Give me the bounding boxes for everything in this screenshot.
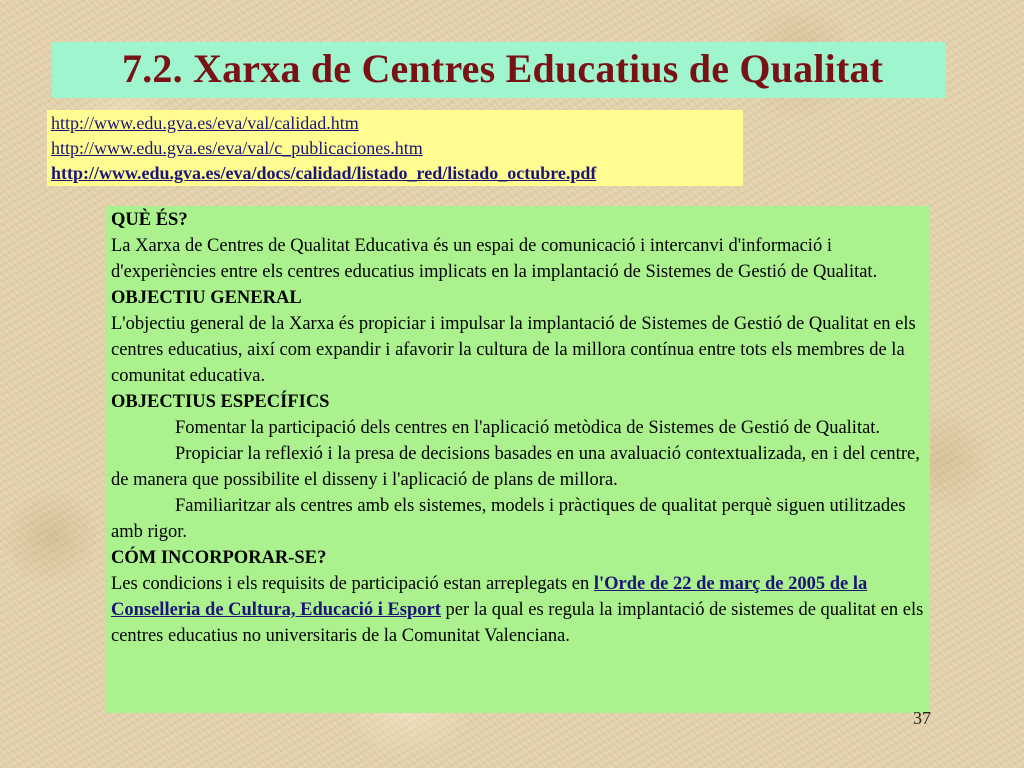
links-panel — [47, 110, 743, 186]
text-com-incorporar — [111, 571, 930, 649]
objectiu-especific-item: Fomentar la participació dels centres en l'aplicació metòdica de Sistemes de Gestió de Qualitat. — [175, 418, 881, 438]
content-panel — [105, 206, 930, 713]
link-calidad[interactable]: http://www.edu.gva.es/eva/val/calidad.htm — [51, 113, 359, 133]
text-com-incorporar-before: Les condicions i els requisits de participació estan arreplegats en — [111, 574, 594, 594]
objectiu-especific-item: Propiciar la reflexió i la presa de decisions basades en una avaluació contextualizada, en i del centre, de manera que possibilite el disseny i l'aplicació de plans de millora. — [111, 444, 920, 490]
slide-title: 7.2. Xarxa de Centres Educatius de Qualitat — [122, 46, 884, 91]
heading-objectius-especifics: OBJECTIUS ESPECÍFICS — [111, 392, 330, 412]
title-banner — [52, 42, 946, 98]
objectiu-especific-item: Familiaritzar als centres amb els sistemes, models i pràctiques de qualitat perquè siguen utilitzades amb rigor. — [111, 496, 906, 542]
text-que-es: La Xarxa de Centres de Qualitat Educativa és un espai de comunicació i intercanvi d'informació i d'experiències entre els centres educatius implicats en la implantació de Sistemes de Gestió de Qualitat. — [111, 236, 878, 282]
text-com-incorporar-after: per la qual es regula la implantació de sistemes de qualitat en els centres educatius no universitaris de la Comunitat Valenciana. — [111, 600, 924, 646]
text-objectiu-general: L'objectiu general de la Xarxa és propiciar i impulsar la implantació de Sistemes de Gestió de Qualitat en els centres educatius, així com expandir i afavorir la cultura de la millora contínua entre tots els membres de la comunitat educativa. — [111, 314, 916, 386]
heading-com-incorporar: CÓM INCORPORAR-SE? — [111, 548, 327, 568]
heading-que-es: QUÈ ÉS? — [111, 210, 188, 230]
heading-objectiu-general: OBJECTIU GENERAL — [111, 288, 302, 308]
link-publicaciones[interactable]: http://www.edu.gva.es/eva/val/c_publicaciones.htm — [51, 138, 423, 158]
orde-link[interactable]: l'Orde de 22 de març de 2005 de la Conselleria de Cultura, Educació i Esport — [111, 574, 868, 620]
link-listado-pdf[interactable]: http://www.edu.gva.es/eva/docs/calidad/listado_red/listado_octubre.pdf — [51, 163, 597, 183]
page-number: 37 — [913, 708, 931, 728]
